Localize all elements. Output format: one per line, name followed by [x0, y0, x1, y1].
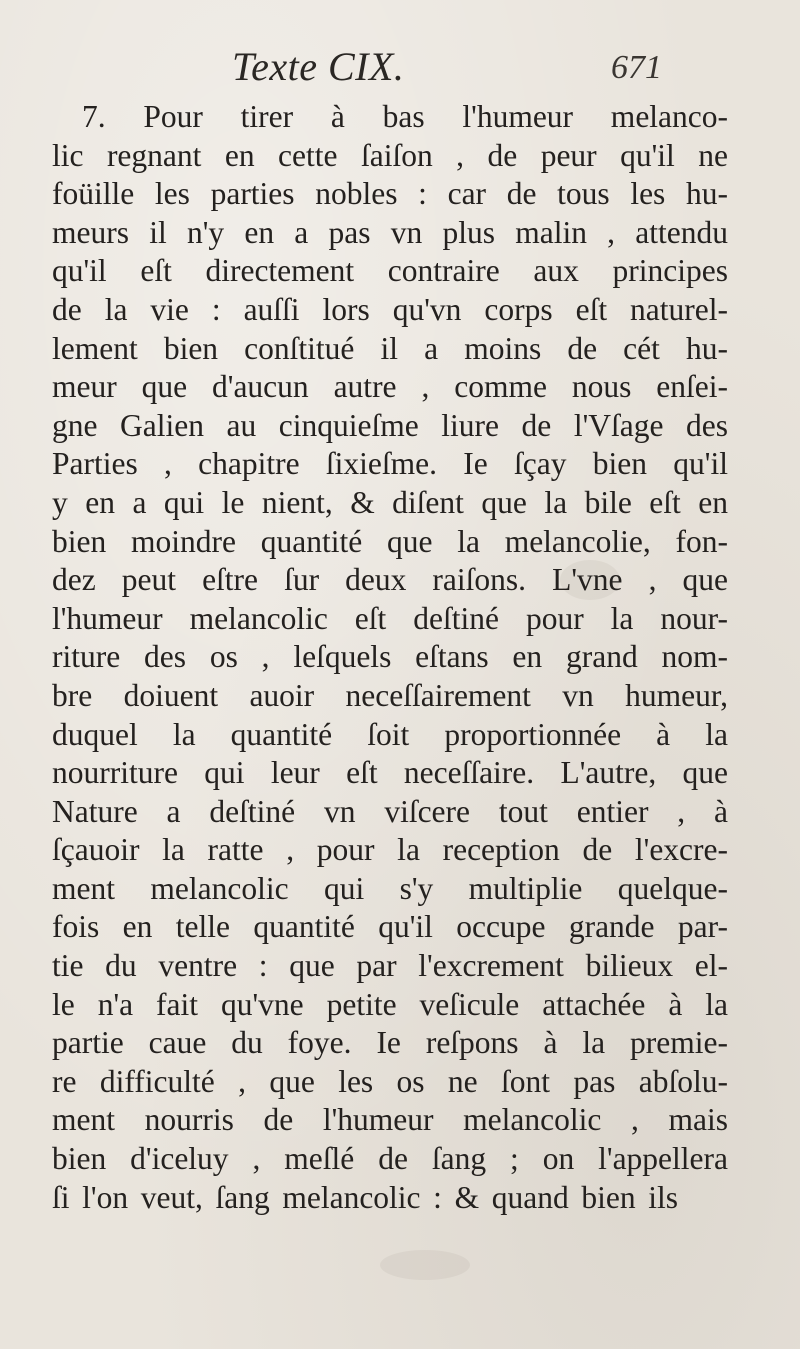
text-line: bien d'iceluy , meſlé de ſang ; on l'appellera	[52, 1141, 728, 1177]
text-line: l'humeur melancolic eſt deſtiné pour la nour-	[52, 600, 728, 636]
text-line: de la vie : auſſi lors qu'vn corps eſt naturel-	[52, 291, 728, 327]
text-line: Nature a deſtiné vn viſcere tout entier , à	[52, 793, 728, 829]
text-line: riture des os , leſquels eſtans en grand nom-	[52, 639, 728, 675]
page-number: 671	[611, 49, 662, 86]
text-line: Parties , chapitre ſixieſme. Ie ſçay bien qu'il	[52, 446, 728, 482]
text-line: foüille les parties nobles : car de tous les hu-	[52, 176, 728, 212]
text-line: ment nourris de l'humeur melancolic , mais	[52, 1102, 728, 1138]
text-line: 7. Pour tirer à bas l'humeur melanco-	[82, 99, 728, 134]
body-text	[52, 98, 728, 1217]
text-line: nourriture qui leur eſt neceſſaire. L'autre, que	[52, 755, 728, 791]
text-line: ſçauoir la ratte , pour la reception de l'excre-	[52, 832, 728, 868]
running-title: Texte CIX.	[232, 44, 405, 89]
text-line: ſi l'on veut, ſang melancolic : & quand bien ils	[52, 1179, 678, 1215]
text-line: y en a qui le nient, & diſent que la bile eſt en	[52, 484, 728, 520]
text-line: duquel la quantité ſoit proportionnée à la	[52, 716, 728, 752]
text-line: meur que d'aucun autre , comme nous enſei-	[52, 369, 728, 405]
text-line: lement bien conſtitué il a moins de cét hu-	[52, 330, 728, 366]
text-line: lic regnant en cette ſaiſon , de peur qu'il ne	[52, 137, 728, 173]
text-line: bien moindre quantité que la melancolie, fon-	[52, 523, 728, 559]
text-line: bre doiuent auoir neceſſairement vn humeur,	[52, 677, 728, 713]
text-line: ment melancolic qui s'y multiplie quelque-	[52, 870, 728, 906]
text-line: qu'il eſt directement contraire aux principes	[52, 253, 728, 289]
text-line: dez peut eſtre ſur deux raiſons. L'vne , que	[52, 562, 728, 598]
text-line: fois en telle quantité qu'il occupe grande par-	[52, 909, 728, 945]
text-line: le n'a fait qu'vne petite veſicule attachée à la	[52, 986, 728, 1022]
paper-stain	[380, 1250, 470, 1280]
page-header	[0, 42, 800, 92]
text-line: gne Galien au cinquieſme liure de l'Vſage des	[52, 407, 728, 443]
text-line: meurs il n'y en a pas vn plus malin , attendu	[52, 214, 728, 250]
text-line: re difficulté , que les os ne ſont pas abſolu-	[52, 1063, 728, 1099]
text-line: partie caue du foye. Ie reſpons à la premie-	[52, 1025, 728, 1061]
text-line: tie du ventre : que par l'excrement bilieux el-	[52, 948, 728, 984]
